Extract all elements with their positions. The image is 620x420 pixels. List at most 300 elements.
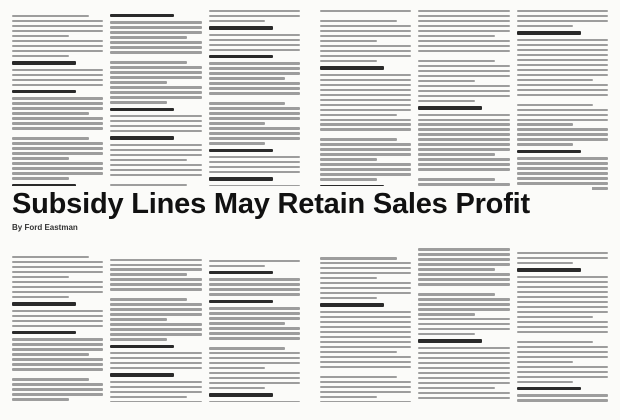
- text-line-placeholder: [320, 74, 411, 76]
- text-line-placeholder: [12, 25, 103, 27]
- text-line-placeholder: [320, 267, 411, 269]
- text-line-placeholder: [209, 82, 300, 84]
- text-line-placeholder: [320, 138, 397, 140]
- text-line-placeholder: [517, 177, 608, 179]
- text-line-placeholder: [209, 377, 300, 379]
- text-line-placeholder: [209, 102, 286, 104]
- text-line-placeholder: [12, 112, 89, 114]
- text-line-placeholder: [517, 59, 608, 61]
- text-line-placeholder: [517, 351, 608, 353]
- text-line-placeholder: [110, 101, 167, 103]
- text-line-placeholder: [320, 158, 377, 160]
- text-line-placeholder: [12, 378, 89, 380]
- text-line-placeholder: [418, 357, 509, 359]
- text-line-placeholder: [12, 61, 76, 64]
- text-line-placeholder: [320, 40, 377, 42]
- text-line-placeholder: [320, 257, 397, 259]
- text-line-placeholder: [517, 346, 608, 348]
- text-line-placeholder: [110, 391, 201, 393]
- text-line-placeholder: [110, 373, 174, 376]
- text-line-placeholder: [209, 171, 300, 173]
- text-line-placeholder: [517, 356, 608, 358]
- text-line-placeholder: [110, 91, 201, 93]
- text-line-placeholder: [209, 327, 300, 329]
- text-line-placeholder: [320, 272, 411, 274]
- text-line-placeholder: [517, 89, 608, 91]
- text-line-placeholder: [418, 323, 509, 325]
- text-line-placeholder: [110, 51, 201, 53]
- text-line-placeholder: [12, 338, 103, 340]
- text-line-placeholder: [12, 117, 103, 119]
- text-line-placeholder: [12, 162, 103, 164]
- text-line-placeholder: [418, 20, 509, 22]
- text-line-placeholder: [110, 259, 201, 261]
- text-line-placeholder: [209, 293, 300, 295]
- text-line-placeholder: [517, 162, 608, 164]
- text-line-placeholder: [320, 50, 411, 52]
- article-header: [12, 186, 592, 236]
- text-line-placeholder: [517, 316, 594, 318]
- text-line-placeholder: [209, 322, 286, 324]
- text-line-placeholder: [517, 25, 574, 27]
- text-line-placeholder: [320, 84, 411, 86]
- text-line-placeholder: [209, 352, 300, 354]
- text-line-placeholder: [12, 142, 103, 144]
- text-line-placeholder: [418, 283, 509, 285]
- text-line-placeholder: [320, 386, 411, 388]
- text-line-placeholder: [320, 99, 411, 101]
- text-line-placeholder: [320, 55, 411, 57]
- text-line-placeholder: [110, 169, 201, 171]
- text-line-placeholder: [110, 14, 174, 17]
- text-line-placeholder: [110, 333, 201, 335]
- text-line-placeholder: [110, 323, 201, 325]
- text-line-placeholder: [12, 79, 103, 81]
- text-line-placeholder: [320, 20, 397, 22]
- text-line-placeholder: [12, 256, 89, 258]
- text-line-placeholder: [418, 268, 495, 270]
- text-line-placeholder: [320, 277, 377, 279]
- text-line-placeholder: [320, 148, 411, 150]
- text-line-placeholder: [209, 362, 300, 364]
- text-line-placeholder: [110, 367, 201, 369]
- text-line-placeholder: [12, 20, 103, 22]
- text-line-placeholder: [517, 74, 608, 76]
- text-line-placeholder: [517, 381, 574, 383]
- text-line-placeholder: [12, 325, 103, 327]
- text-line-placeholder: [12, 127, 103, 129]
- text-line-placeholder: [418, 85, 509, 87]
- text-line-placeholder: [110, 130, 201, 132]
- text-line-placeholder: [12, 363, 103, 365]
- text-line-placeholder: [320, 119, 411, 121]
- article-byline: By Ford Eastman: [12, 223, 78, 232]
- text-line-placeholder: [110, 86, 201, 88]
- text-line-placeholder: [110, 154, 201, 156]
- text-line-placeholder: [320, 262, 411, 264]
- text-line-placeholder: [320, 326, 411, 328]
- text-line-placeholder: [517, 301, 608, 303]
- text-line-placeholder: [110, 338, 167, 340]
- text-line-placeholder: [320, 376, 397, 378]
- text-line-placeholder: [110, 318, 167, 320]
- text-line-placeholder: [418, 352, 509, 354]
- text-line-placeholder: [110, 278, 201, 280]
- text-line-placeholder: [12, 74, 103, 76]
- text-line-placeholder: [110, 36, 187, 38]
- text-line-placeholder: [320, 356, 411, 358]
- text-line-placeholder: [320, 282, 411, 284]
- text-line-placeholder: [209, 10, 300, 12]
- text-line-placeholder: [12, 315, 103, 317]
- text-line-placeholder: [418, 45, 509, 47]
- text-line-placeholder: [110, 108, 174, 111]
- text-line-placeholder: [110, 298, 187, 300]
- text-line-placeholder: [517, 15, 608, 17]
- text-line-placeholder: [110, 21, 201, 23]
- text-line-placeholder: [12, 368, 103, 370]
- text-line-placeholder: [12, 15, 89, 17]
- text-line-placeholder: [517, 94, 608, 96]
- text-line-placeholder: [517, 182, 608, 184]
- text-line-placeholder: [320, 316, 411, 318]
- text-line-placeholder: [12, 310, 103, 312]
- text-line-placeholder: [418, 25, 509, 27]
- text-line-placeholder: [12, 97, 103, 99]
- text-line-placeholder: [209, 26, 273, 29]
- text-line-placeholder: [12, 383, 103, 385]
- text-line-placeholder: [418, 40, 509, 42]
- text-line-placeholder: [418, 372, 509, 374]
- text-line-placeholder: [320, 109, 411, 111]
- text-line-placeholder: [517, 31, 581, 34]
- text-line-placeholder: [320, 45, 411, 47]
- text-line-placeholder: [418, 148, 509, 150]
- text-line-placeholder: [517, 276, 608, 278]
- text-line-placeholder: [517, 262, 574, 264]
- text-line-placeholder: [110, 76, 201, 78]
- text-line-placeholder: [209, 49, 300, 51]
- text-line-placeholder: [418, 10, 509, 12]
- text-line-placeholder: [517, 167, 608, 169]
- text-line-placeholder: [517, 114, 608, 116]
- text-line-placeholder: [12, 266, 103, 268]
- text-line-placeholder: [418, 133, 509, 135]
- text-line-placeholder: [12, 296, 69, 298]
- text-line-placeholder: [209, 39, 300, 41]
- text-line-placeholder: [110, 96, 201, 98]
- text-line-placeholder: [320, 341, 411, 343]
- text-line-placeholder: [517, 64, 608, 66]
- text-line-placeholder: [418, 313, 475, 315]
- text-line-placeholder: [517, 311, 608, 313]
- text-line-placeholder: [12, 172, 103, 174]
- text-line-placeholder: [209, 250, 300, 255]
- text-line-placeholder: [418, 168, 509, 170]
- text-line-placeholder: [418, 382, 509, 384]
- text-line-placeholder: [12, 152, 103, 154]
- text-line-placeholder: [110, 239, 201, 244]
- text-line-placeholder: [12, 55, 69, 57]
- text-line-placeholder: [320, 396, 377, 398]
- text-line-placeholder: [320, 292, 411, 294]
- text-line-placeholder: [320, 114, 397, 116]
- text-line-placeholder: [517, 399, 608, 401]
- text-line-placeholder: [517, 84, 608, 86]
- text-line-placeholder: [209, 62, 300, 64]
- text-line-placeholder: [12, 286, 103, 288]
- text-line-placeholder: [418, 392, 509, 394]
- text-line-placeholder: [517, 143, 574, 145]
- text-line-placeholder: [517, 376, 608, 378]
- text-line-placeholder: [209, 265, 266, 267]
- text-line-placeholder: [418, 367, 509, 369]
- text-line-placeholder: [418, 387, 495, 389]
- text-line-placeholder: [12, 331, 76, 334]
- text-line-placeholder: [110, 244, 201, 249]
- text-line-placeholder: [12, 90, 76, 93]
- text-line-placeholder: [418, 128, 509, 130]
- text-line-placeholder: [12, 271, 103, 273]
- text-line-placeholder: [320, 331, 411, 333]
- text-line-placeholder: [12, 261, 103, 263]
- text-line-placeholder: [517, 291, 608, 293]
- text-line-placeholder: [517, 257, 608, 259]
- text-line-placeholder: [418, 90, 509, 92]
- text-line-placeholder: [418, 298, 509, 300]
- text-line-placeholder: [517, 252, 608, 254]
- text-line-placeholder: [209, 271, 273, 274]
- text-line-placeholder: [517, 44, 608, 46]
- text-line-placeholder: [517, 336, 608, 341]
- text-line-placeholder: [517, 296, 608, 298]
- text-line-placeholder: [209, 142, 266, 144]
- text-line-placeholder: [517, 39, 608, 41]
- text-line-placeholder: [12, 358, 103, 360]
- text-line-placeholder: [320, 361, 411, 363]
- text-line-placeholder: [418, 273, 509, 275]
- text-line-placeholder: [418, 263, 509, 265]
- text-line-placeholder: [418, 339, 482, 342]
- text-line-placeholder: [418, 303, 509, 305]
- text-line-placeholder: [320, 104, 411, 106]
- text-line-placeholder: [209, 55, 273, 58]
- text-line-placeholder: [418, 248, 509, 250]
- text-line-placeholder: [320, 336, 411, 338]
- text-line-placeholder: [110, 115, 201, 117]
- text-line-placeholder: [517, 138, 608, 140]
- text-line-placeholder: [209, 117, 300, 119]
- text-line-placeholder: [517, 109, 608, 111]
- text-line-placeholder: [209, 387, 266, 389]
- text-line-placeholder: [418, 278, 509, 280]
- text-line-placeholder: [418, 158, 509, 160]
- text-line-placeholder: [110, 401, 201, 402]
- text-line-placeholder: [209, 156, 300, 158]
- text-line-placeholder: [320, 10, 411, 12]
- text-line-placeholder: [209, 15, 300, 17]
- text-line-placeholder: [110, 308, 201, 310]
- text-line-placeholder: [209, 107, 300, 109]
- text-line-placeholder: [320, 178, 377, 180]
- text-line-placeholder: [418, 80, 475, 82]
- text-line-placeholder: [12, 107, 103, 109]
- text-line-placeholder: [12, 137, 89, 139]
- text-line-placeholder: [517, 119, 608, 121]
- text-line-placeholder: [517, 150, 581, 153]
- text-line-placeholder: [517, 10, 608, 12]
- text-line-placeholder: [110, 179, 201, 184]
- text-line-placeholder: [418, 178, 495, 180]
- text-line-placeholder: [110, 149, 201, 151]
- text-line-placeholder: [418, 333, 475, 335]
- text-line-placeholder: [110, 81, 167, 83]
- text-line-placeholder: [418, 114, 509, 116]
- text-line-placeholder: [209, 161, 300, 163]
- text-line-placeholder: [418, 143, 509, 145]
- text-line-placeholder: [12, 388, 103, 390]
- text-line-placeholder: [110, 136, 174, 139]
- text-line-placeholder: [209, 44, 300, 46]
- text-line-placeholder: [418, 75, 509, 77]
- text-line-placeholder: [517, 104, 594, 106]
- text-line-placeholder: [110, 352, 201, 354]
- text-line-placeholder: [517, 326, 608, 328]
- text-line-placeholder: [320, 287, 411, 289]
- text-line-placeholder: [517, 281, 608, 283]
- text-line-placeholder: [110, 254, 201, 259]
- text-line-placeholder: [320, 35, 411, 37]
- text-line-placeholder: [517, 54, 608, 56]
- text-line-placeholder: [12, 122, 103, 124]
- text-line-placeholder: [12, 40, 103, 42]
- text-line-placeholder: [320, 79, 411, 81]
- text-line-placeholder: [209, 67, 300, 69]
- text-line-placeholder: [418, 35, 495, 37]
- text-line-placeholder: [209, 382, 300, 384]
- text-line-placeholder: [517, 321, 608, 323]
- text-line-placeholder: [320, 128, 411, 130]
- text-line-placeholder: [209, 72, 300, 74]
- text-line-placeholder: [320, 89, 411, 91]
- text-line-placeholder: [110, 268, 201, 270]
- text-line-placeholder: [320, 143, 411, 145]
- text-line-placeholder: [418, 30, 509, 32]
- text-line-placeholder: [418, 318, 509, 320]
- text-line-placeholder: [418, 95, 509, 97]
- text-line-placeholder: [12, 50, 103, 52]
- text-line-placeholder: [209, 127, 300, 129]
- text-line-placeholder: [320, 381, 411, 383]
- text-line-placeholder: [209, 245, 300, 250]
- text-line-placeholder: [12, 84, 103, 86]
- text-line-placeholder: [12, 69, 103, 71]
- text-line-placeholder: [110, 362, 201, 364]
- text-line-placeholder: [320, 346, 411, 348]
- text-line-placeholder: [110, 159, 187, 161]
- text-line-placeholder: [12, 348, 103, 350]
- text-line-placeholder: [320, 60, 377, 62]
- text-line-placeholder: [209, 240, 300, 245]
- text-line-placeholder: [517, 306, 608, 308]
- text-line-placeholder: [12, 177, 69, 179]
- text-line-placeholder: [209, 92, 300, 94]
- text-line-placeholder: [418, 65, 509, 67]
- text-line-placeholder: [209, 357, 300, 359]
- text-line-placeholder: [320, 401, 411, 403]
- text-line-placeholder: [320, 351, 397, 353]
- text-line-placeholder: [418, 293, 495, 295]
- text-line-placeholder: [110, 120, 201, 122]
- text-line-placeholder: [110, 41, 201, 43]
- text-line-placeholder: [110, 164, 201, 166]
- text-line-placeholder: [418, 50, 509, 52]
- text-line-placeholder: [418, 119, 509, 121]
- text-line-placeholder: [517, 361, 574, 363]
- text-line-placeholder: [517, 387, 581, 390]
- text-line-placeholder: [110, 303, 201, 305]
- text-line-placeholder: [320, 30, 411, 32]
- text-line-placeholder: [418, 15, 509, 17]
- text-line-placeholder: [12, 276, 69, 278]
- text-line-placeholder: [320, 163, 411, 165]
- text-line-placeholder: [209, 288, 300, 290]
- text-line-placeholder: [12, 30, 103, 32]
- text-line-placeholder: [517, 49, 608, 51]
- text-line-placeholder: [209, 367, 266, 369]
- text-line-placeholder: [209, 132, 300, 134]
- text-line-placeholder: [209, 312, 300, 314]
- text-line-placeholder: [209, 149, 273, 152]
- text-line-placeholder: [209, 122, 266, 124]
- text-line-placeholder: [418, 106, 482, 109]
- text-line-placeholder: [110, 46, 201, 48]
- text-line-placeholder: [418, 100, 475, 102]
- text-line-placeholder: [209, 34, 300, 36]
- text-line-placeholder: [110, 144, 201, 146]
- text-line-placeholder: [320, 321, 411, 323]
- text-line-placeholder: [110, 386, 201, 388]
- text-line-placeholder: [12, 35, 69, 37]
- text-line-placeholder: [110, 61, 187, 63]
- text-line-placeholder: [517, 128, 608, 130]
- text-line-placeholder: [418, 397, 509, 399]
- text-line-placeholder: [418, 362, 509, 364]
- text-line-placeholder: [517, 268, 581, 271]
- text-line-placeholder: [110, 249, 201, 254]
- text-line-placeholder: [110, 288, 201, 290]
- text-line-placeholder: [209, 283, 300, 285]
- text-line-placeholder: [110, 264, 201, 266]
- text-line-placeholder: [110, 345, 174, 348]
- text-line-placeholder: [209, 372, 300, 374]
- text-line-placeholder: [320, 173, 411, 175]
- text-line-placeholder: [209, 87, 300, 89]
- text-line-placeholder: [418, 138, 509, 140]
- text-line-placeholder: [517, 286, 608, 288]
- text-line-placeholder: [110, 313, 201, 315]
- text-line-placeholder: [12, 147, 103, 149]
- text-line-placeholder: [209, 177, 273, 180]
- text-line-placeholder: [110, 174, 201, 176]
- text-line-placeholder: [12, 398, 69, 400]
- text-line-placeholder: [12, 157, 69, 159]
- text-line-placeholder: [418, 123, 509, 125]
- text-line-placeholder: [12, 167, 103, 169]
- text-line-placeholder: [110, 357, 201, 359]
- text-line-placeholder: [12, 320, 103, 322]
- text-line-placeholder: [320, 25, 411, 27]
